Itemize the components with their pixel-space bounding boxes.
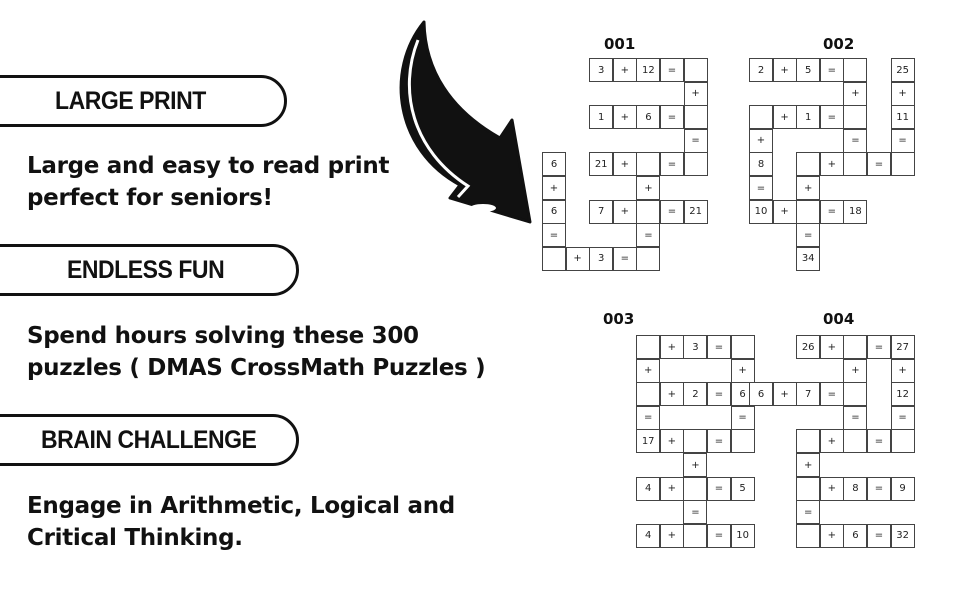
brain-challenge-heading: BRAIN CHALLENGE xyxy=(41,426,257,454)
puzzle-004-cell: = xyxy=(867,524,891,548)
puzzle-003-cell[interactable] xyxy=(731,335,755,359)
puzzle-003-cell: + xyxy=(660,477,684,501)
puzzle-002-cell[interactable] xyxy=(891,152,915,176)
puzzle-003-cell: + xyxy=(660,429,684,453)
puzzle-002-cell: = xyxy=(749,176,773,200)
puzzle-001-cell: = xyxy=(660,200,684,224)
puzzle-001-cell[interactable] xyxy=(684,105,708,129)
puzzle-001-cell: + xyxy=(636,176,660,200)
puzzle-001-cell: + xyxy=(684,82,708,106)
puzzle-002-cell: = xyxy=(867,152,891,176)
puzzle-003-cell: + xyxy=(660,382,684,406)
puzzle-004-cell: = xyxy=(867,429,891,453)
puzzle-003-cell[interactable] xyxy=(636,335,660,359)
puzzle-001-cell: + xyxy=(613,58,637,82)
puzzle-003-cell: + xyxy=(683,453,707,477)
puzzle-003-cell: 5 xyxy=(731,477,755,501)
puzzle-title-003: 003 xyxy=(603,310,635,328)
puzzle-004-cell: + xyxy=(843,359,867,383)
puzzle-004-cell[interactable] xyxy=(891,429,915,453)
puzzle-003-cell[interactable] xyxy=(636,382,660,406)
puzzle-002-cell: + xyxy=(773,58,797,82)
puzzle-004-cell: + xyxy=(891,359,915,383)
endless-fun-description xyxy=(27,320,485,384)
puzzle-004-cell: 6 xyxy=(843,524,867,548)
large-print-desc-line-2: perfect for seniors! xyxy=(27,185,273,211)
puzzle-003-cell: + xyxy=(636,359,660,383)
puzzle-001-cell: = xyxy=(613,247,637,271)
puzzle-004-cell: + xyxy=(820,429,844,453)
puzzle-002-cell: = xyxy=(843,129,867,153)
puzzle-001-cell: + xyxy=(613,200,637,224)
puzzle-004-cell[interactable] xyxy=(796,429,820,453)
puzzle-001-cell: 21 xyxy=(589,152,613,176)
puzzle-001-cell[interactable] xyxy=(684,58,708,82)
puzzle-002-cell[interactable] xyxy=(843,58,867,82)
puzzle-003-cell: 10 xyxy=(731,524,755,548)
puzzle-004-cell: + xyxy=(820,524,844,548)
puzzle-003-cell: 6 xyxy=(731,382,755,406)
puzzle-004-cell: 26 xyxy=(796,335,820,359)
puzzle-002-cell: + xyxy=(773,200,797,224)
puzzle-001-cell: = xyxy=(660,105,684,129)
curved-arrow-icon xyxy=(395,18,535,228)
puzzle-001-cell: = xyxy=(542,223,566,247)
puzzle-004-cell: = xyxy=(796,500,820,524)
puzzle-002-cell: 1 xyxy=(796,105,820,129)
puzzle-002-cell[interactable] xyxy=(749,105,773,129)
puzzle-002-cell[interactable] xyxy=(796,200,820,224)
puzzle-004-cell: 7 xyxy=(796,382,820,406)
puzzle-002-cell: = xyxy=(891,129,915,153)
puzzle-title-004: 004 xyxy=(823,310,855,328)
puzzle-001-cell: 1 xyxy=(589,105,613,129)
puzzle-002-cell: 25 xyxy=(891,58,915,82)
puzzle-title-001: 001 xyxy=(604,35,636,53)
puzzle-004-cell[interactable] xyxy=(843,335,867,359)
puzzle-003-cell: = xyxy=(636,406,660,430)
puzzle-002-cell: + xyxy=(749,129,773,153)
puzzle-004-cell: = xyxy=(891,406,915,430)
puzzle-003-cell[interactable] xyxy=(731,429,755,453)
puzzle-001-cell: + xyxy=(613,105,637,129)
puzzle-004-cell: = xyxy=(820,382,844,406)
puzzle-003-cell: 3 xyxy=(683,335,707,359)
puzzle-002-cell: + xyxy=(773,105,797,129)
puzzle-001-cell: 12 xyxy=(636,58,660,82)
puzzle-002-cell[interactable] xyxy=(796,152,820,176)
puzzle-003-cell: 17 xyxy=(636,429,660,453)
puzzle-004-cell: = xyxy=(867,477,891,501)
endless-fun-banner xyxy=(0,244,299,296)
puzzle-001-cell[interactable] xyxy=(542,247,566,271)
puzzle-002-cell: 18 xyxy=(843,200,867,224)
puzzle-004-cell[interactable] xyxy=(796,524,820,548)
puzzle-001-cell: 6 xyxy=(542,200,566,224)
puzzle-002-cell: + xyxy=(891,82,915,106)
brain-challenge-banner xyxy=(0,414,299,466)
puzzle-004-cell: + xyxy=(773,382,797,406)
puzzle-002-cell: + xyxy=(820,152,844,176)
puzzle-001-cell[interactable] xyxy=(636,152,660,176)
puzzle-001-cell[interactable] xyxy=(636,247,660,271)
puzzle-002-cell: 2 xyxy=(749,58,773,82)
puzzle-003-cell: 4 xyxy=(636,524,660,548)
puzzle-001-cell: = xyxy=(636,223,660,247)
puzzle-004-cell: = xyxy=(867,335,891,359)
puzzle-003-cell: = xyxy=(707,429,731,453)
puzzle-002-cell: 8 xyxy=(749,152,773,176)
large-print-description xyxy=(27,150,389,214)
puzzle-003-cell: 2 xyxy=(683,382,707,406)
puzzle-001-cell: 3 xyxy=(589,58,613,82)
puzzle-004-cell: = xyxy=(843,406,867,430)
puzzle-003-cell: + xyxy=(731,359,755,383)
puzzle-002-cell[interactable] xyxy=(843,152,867,176)
puzzle-001-cell[interactable] xyxy=(636,200,660,224)
puzzle-003-cell: = xyxy=(707,335,731,359)
puzzle-002-cell[interactable] xyxy=(843,105,867,129)
puzzle-001-cell: 21 xyxy=(684,200,708,224)
puzzle-004-cell: 9 xyxy=(891,477,915,501)
puzzle-001-cell: 6 xyxy=(636,105,660,129)
puzzle-003-cell[interactable] xyxy=(683,524,707,548)
puzzle-001-cell: = xyxy=(660,58,684,82)
puzzle-001-cell: 3 xyxy=(589,247,613,271)
puzzle-004-cell: 8 xyxy=(843,477,867,501)
puzzle-003-cell: = xyxy=(731,406,755,430)
puzzle-004-cell[interactable] xyxy=(796,477,820,501)
puzzle-title-002: 002 xyxy=(823,35,855,53)
large-print-heading: LARGE PRINT xyxy=(55,87,206,115)
puzzle-002-cell: 34 xyxy=(796,247,820,271)
puzzle-002-cell: 11 xyxy=(891,105,915,129)
puzzle-002-cell: 10 xyxy=(749,200,773,224)
puzzle-003-cell: + xyxy=(660,335,684,359)
puzzle-001-cell: 6 xyxy=(542,152,566,176)
puzzle-001-cell: + xyxy=(613,152,637,176)
puzzle-004-cell: 27 xyxy=(891,335,915,359)
puzzle-003-cell: = xyxy=(707,524,731,548)
puzzle-004-cell: + xyxy=(796,453,820,477)
puzzle-001-cell[interactable] xyxy=(684,152,708,176)
puzzle-004-cell: 32 xyxy=(891,524,915,548)
puzzle-001-cell: + xyxy=(542,176,566,200)
puzzle-003-cell: + xyxy=(660,524,684,548)
puzzle-003-cell: = xyxy=(707,382,731,406)
puzzle-004-cell: 12 xyxy=(891,382,915,406)
puzzle-001-cell: = xyxy=(660,152,684,176)
puzzle-004-cell: 6 xyxy=(749,382,773,406)
puzzle-002-cell: 5 xyxy=(796,58,820,82)
large-print-desc-line-1: Large and easy to read print xyxy=(27,153,390,179)
brain-challenge-desc-line-2: Critical Thinking. xyxy=(27,525,243,551)
puzzle-001-cell: = xyxy=(684,129,708,153)
brain-challenge-description xyxy=(27,490,455,554)
puzzle-002-cell: = xyxy=(820,200,844,224)
puzzle-002-cell: + xyxy=(843,82,867,106)
puzzle-004-cell[interactable] xyxy=(843,382,867,406)
large-print-banner xyxy=(0,75,287,127)
puzzle-002-cell: = xyxy=(820,58,844,82)
puzzle-004-cell: + xyxy=(820,335,844,359)
brain-challenge-desc-line-1: Engage in Arithmetic, Logical and xyxy=(27,493,455,519)
puzzle-003-cell: 4 xyxy=(636,477,660,501)
puzzle-003-cell: = xyxy=(707,477,731,501)
puzzle-001-cell: + xyxy=(566,247,590,271)
puzzle-003-cell[interactable] xyxy=(683,477,707,501)
endless-fun-heading: ENDLESS FUN xyxy=(67,256,225,284)
puzzle-004-cell: + xyxy=(820,477,844,501)
endless-fun-desc-line-1: Spend hours solving these 300 xyxy=(27,323,419,349)
puzzle-002-cell: + xyxy=(796,176,820,200)
endless-fun-desc-line-2: puzzles ( DMAS CrossMath Puzzles ) xyxy=(27,355,486,381)
puzzle-003-cell[interactable] xyxy=(683,429,707,453)
puzzle-002-cell: = xyxy=(796,223,820,247)
puzzle-002-cell: = xyxy=(820,105,844,129)
puzzle-001-cell: 7 xyxy=(589,200,613,224)
puzzle-004-cell[interactable] xyxy=(843,429,867,453)
puzzle-003-cell: = xyxy=(683,500,707,524)
